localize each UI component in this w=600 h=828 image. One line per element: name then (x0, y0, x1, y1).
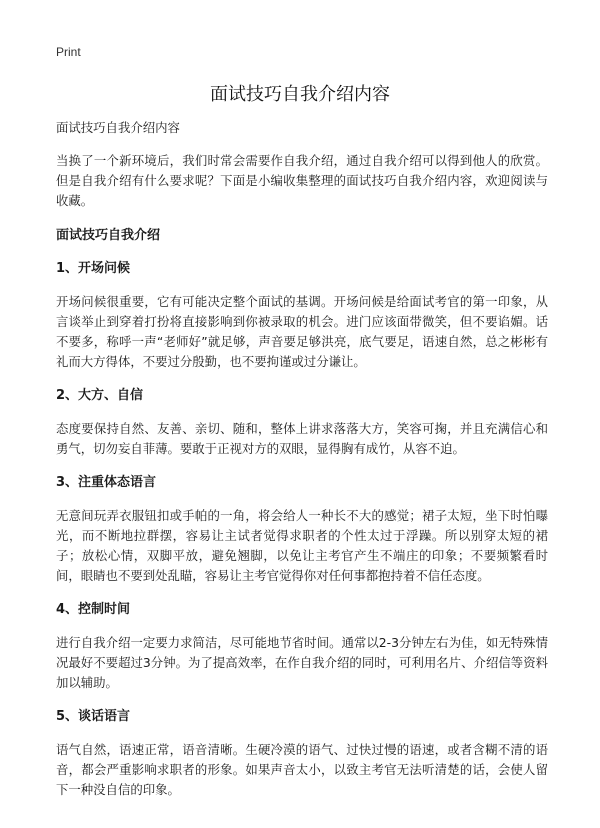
intro-paragraph: 当换了一个新环境后，我们时常会需要作自我介绍，通过自我介绍可以得到他人的欣赏。但是自我介绍有什么要求呢？下面是小编收集整理的面试技巧自我介绍内容，欢迎阅读与收藏。 (56, 153, 548, 208)
section-body-opening-greeting: 开场问候很重要，它有可能决定整个面试的基调。开场问候是给面试考官的第一印象，从言谈举止到穿着打扮将直接影响到你被录取的机会。进门应该面带微笑，但不要谄媚。话不要多，称呼一声“老师好”就足够，声音要足够洪亮，底气要足，语速自然，总之彬彬有礼而大方得体，不要过分殷勤，也不要拘谨或过分谦让。 (56, 294, 548, 369)
page-title: 面试技巧自我介绍内容 (210, 84, 390, 105)
section-body-confidence: 态度要保持自然、友善、亲切、随和，整体上讲求落落大方，笑容可掬，并且充满信心和勇气，切勿妄自菲薄。要敢于正视对方的双眼，显得胸有成竹，从容不迫。 (56, 421, 548, 456)
section-heading-time-control: 4、控制时间 (56, 602, 131, 617)
section-body-speech: 语气自然，语速正常，语音清晰。生硬冷漠的语气、过快过慢的语速，或者含糊不清的语音，都会严重影响求职者的形象。如果声音太小，以致主考官无法听清楚的话，会使人留下一种没自信的印象。 (56, 742, 548, 797)
section-heading-speech: 5、谈话语言 (56, 709, 131, 724)
document-content (56, 118, 548, 814)
section-heading-confidence: 2、大方、自信 (56, 388, 144, 403)
main-heading: 面试技巧自我介绍 (56, 228, 161, 243)
section-heading-body-language: 3、注重体态语言 (56, 475, 157, 490)
section-heading-opening-greeting: 1、开场问候 (56, 261, 131, 276)
document-subtitle: 面试技巧自我介绍内容 (56, 120, 180, 135)
print-label[interactable]: Print (56, 45, 81, 59)
section-body-body-language: 无意间玩弄衣服钮扣或手帕的一角，将会给人一种长不大的感觉；裙子太短，坐下时怕曝光，而不断地拉群摆，容易让主试者觉得求职者的个性太过于浮躁。所以别穿太短的裙子；放松心情，双脚平放，避免翘脚，以免让主考官产生不端庄的印象；不要频繁看时间，眼睛也不要到处乱瞄，容易让主考官觉得你对任何事都抱持着不信任态度。 (56, 508, 548, 583)
section-body-time-control: 进行自我介绍一定要力求简洁，尽可能地节省时间。通常以2-3分钟左右为佳，如无特殊情况最好不要超过3分钟。为了提高效率，在作自我介绍的同时，可利用名片、介绍信等资料加以辅助。 (56, 635, 548, 690)
